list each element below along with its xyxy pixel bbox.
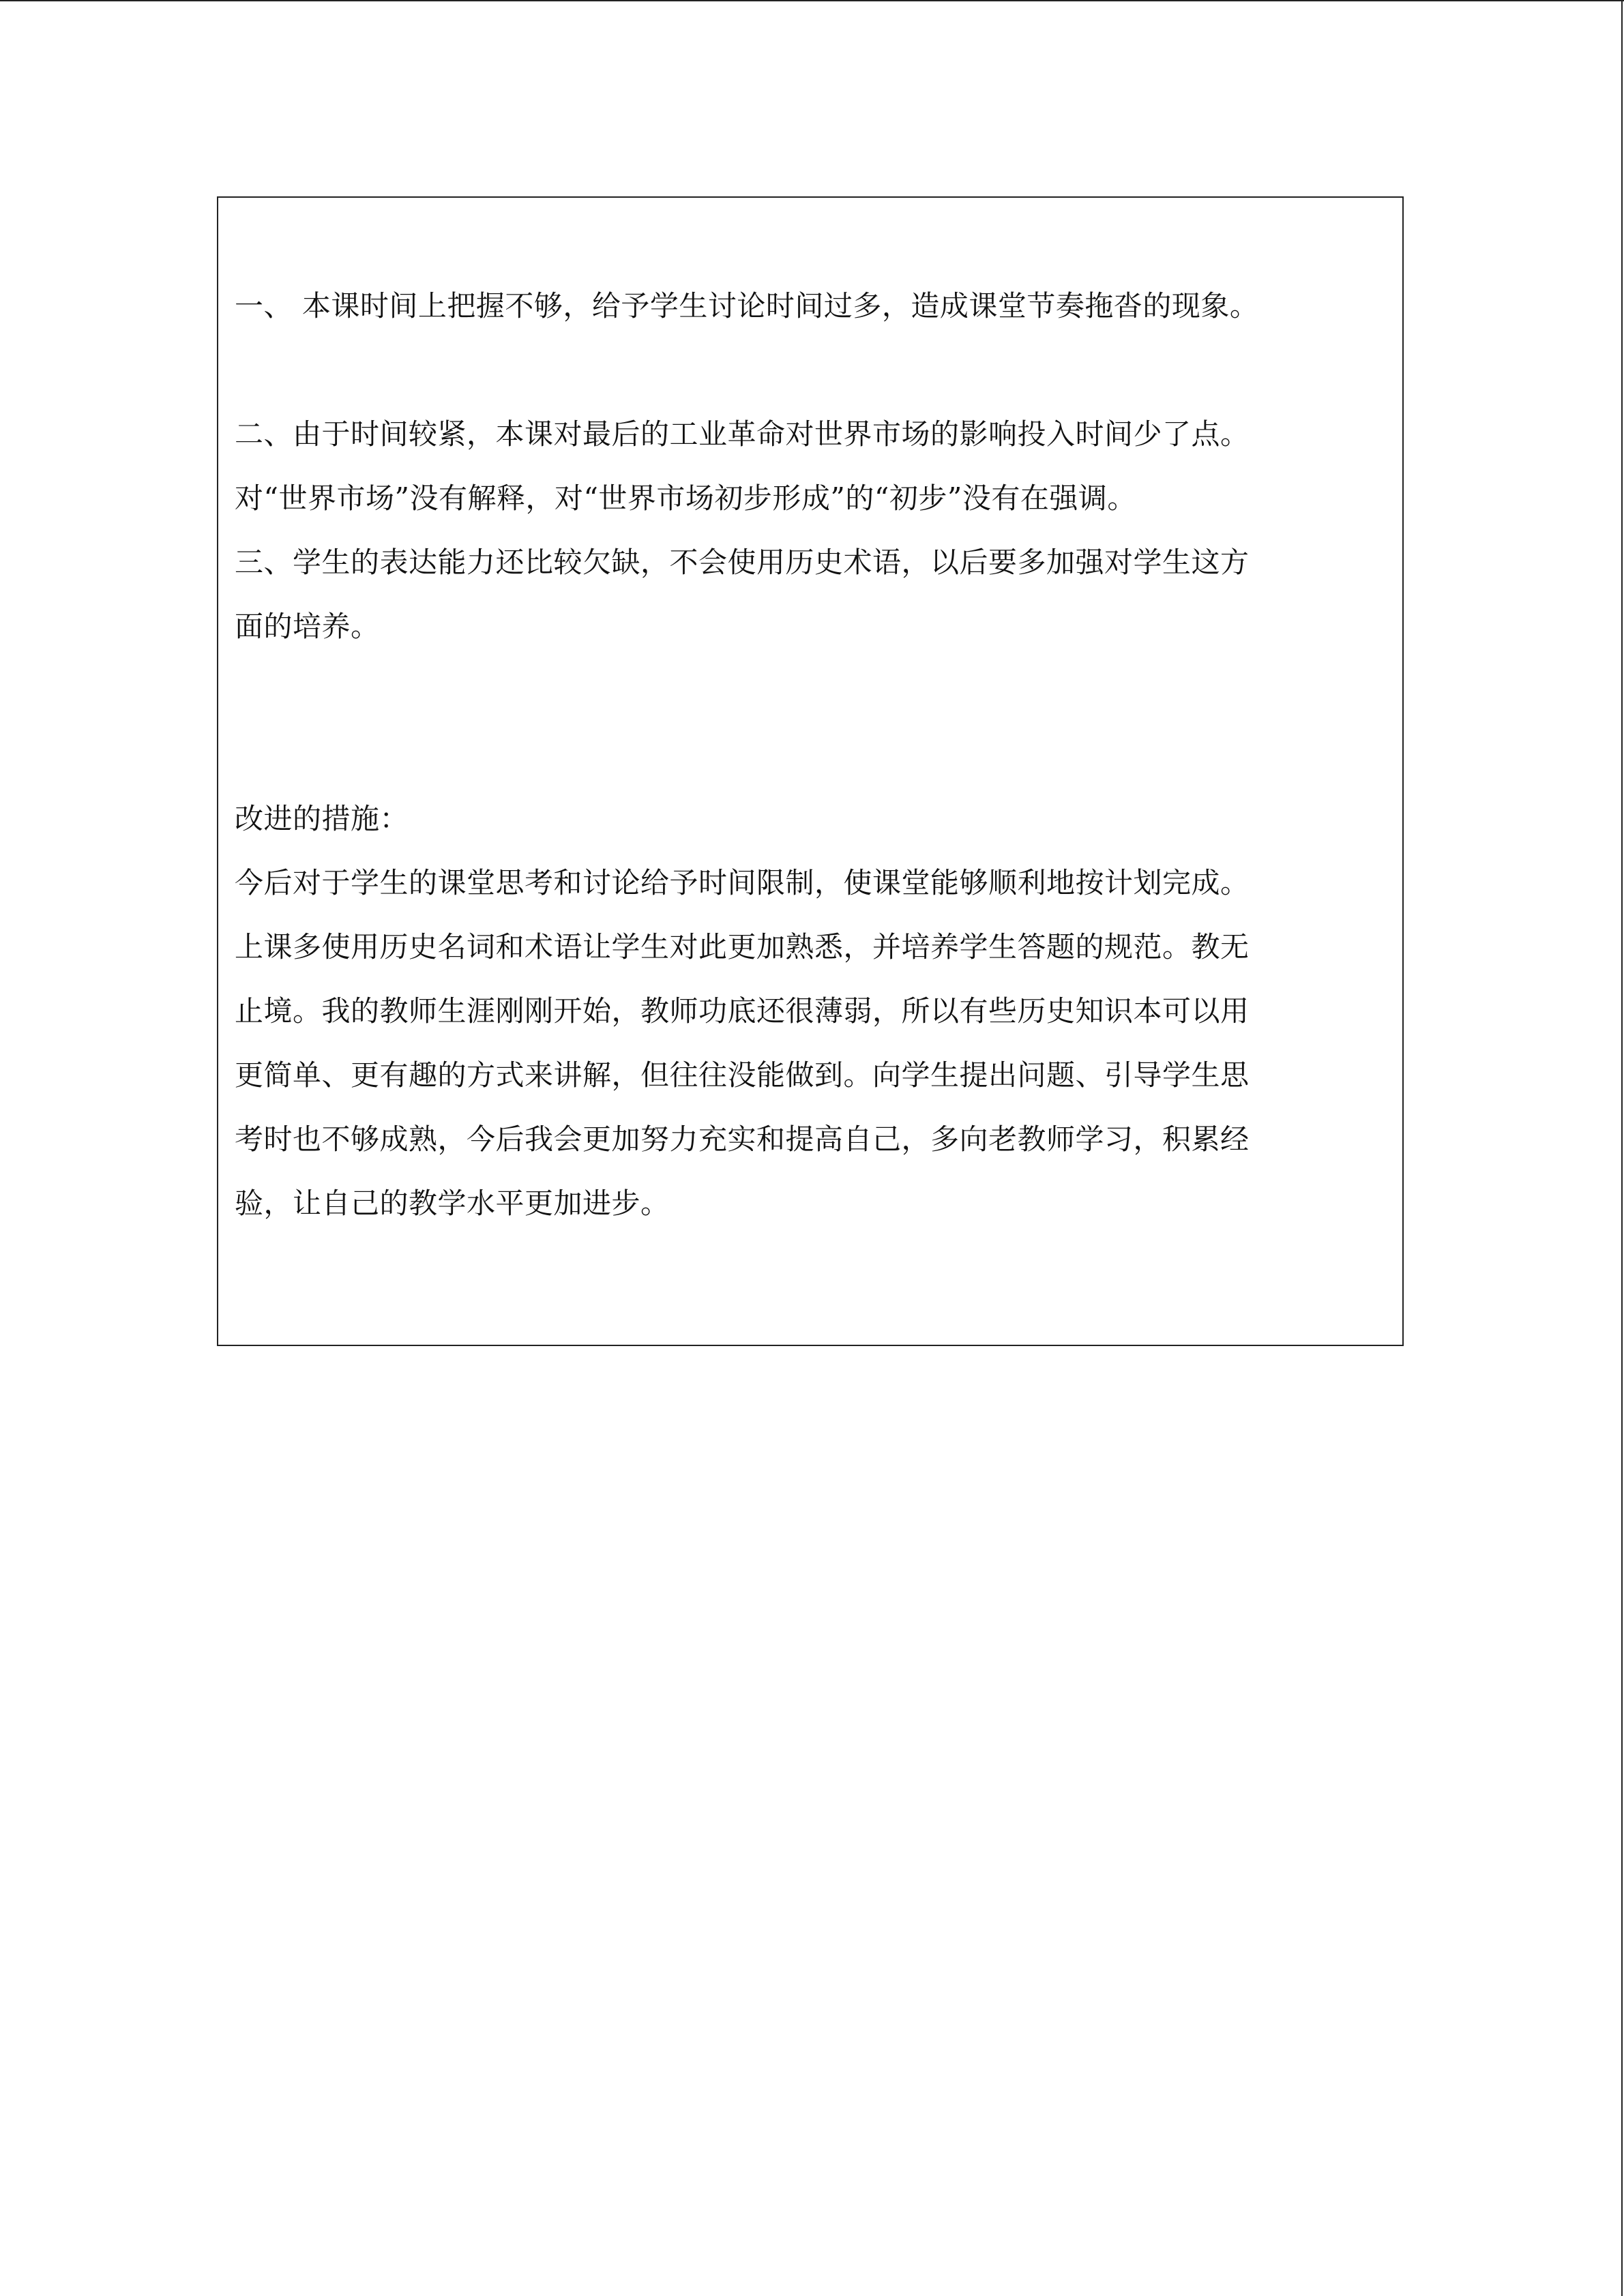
reflection-content (235, 274, 1381, 1236)
measure-line-3: 止境。我的教师生涯刚刚开始，教师功底还很薄弱，所以有些历史知识本可以用 (235, 994, 1250, 1028)
spacer (235, 659, 1381, 787)
measure-line-2: 上课多使用历史名词和术语让学生对此更加熟悉，并培养学生答题的规范。教无 (235, 930, 1250, 964)
spacer (235, 338, 1381, 402)
measures-heading: 改进的措施： (235, 802, 409, 835)
page-top-border (0, 0, 1624, 1)
problem-line-1: 一、 本课时间上把握不够，给予学生讨论时间过多，造成课堂节奏拖沓的现象。 (235, 289, 1259, 323)
measure-line-4: 更简单、更有趣的方式来讲解，但往往没能做到。向学生提出问题、引导学生思 (235, 1058, 1250, 1092)
problem-line-3: 对“世界市场”没有解释，对“世界市场初步形成”的“初步”没有在强调。 (235, 481, 1136, 515)
measure-line-1: 今后对于学生的课堂思考和讨论给予时间限制，使课堂能够顺利地按计划完成。 (235, 866, 1250, 899)
measure-line-5: 考时也不够成熟，今后我会更加努力充实和提高自己，多向老教师学习，积累经 (235, 1122, 1250, 1156)
problem-line-5: 面的培养。 (235, 610, 380, 643)
reflection-table-cell (217, 196, 1404, 1346)
problem-line-4: 三、学生的表达能力还比较欠缺，不会使用历史术语，以后要多加强对学生这方 (235, 546, 1250, 579)
problem-line-2: 二、由于时间较紧，本课对最后的工业革命对世界市场的影响投入时间少了点。 (235, 417, 1250, 451)
measure-line-6: 验，让自己的教学水平更加进步。 (235, 1187, 670, 1220)
page-right-border (1621, 0, 1623, 2296)
